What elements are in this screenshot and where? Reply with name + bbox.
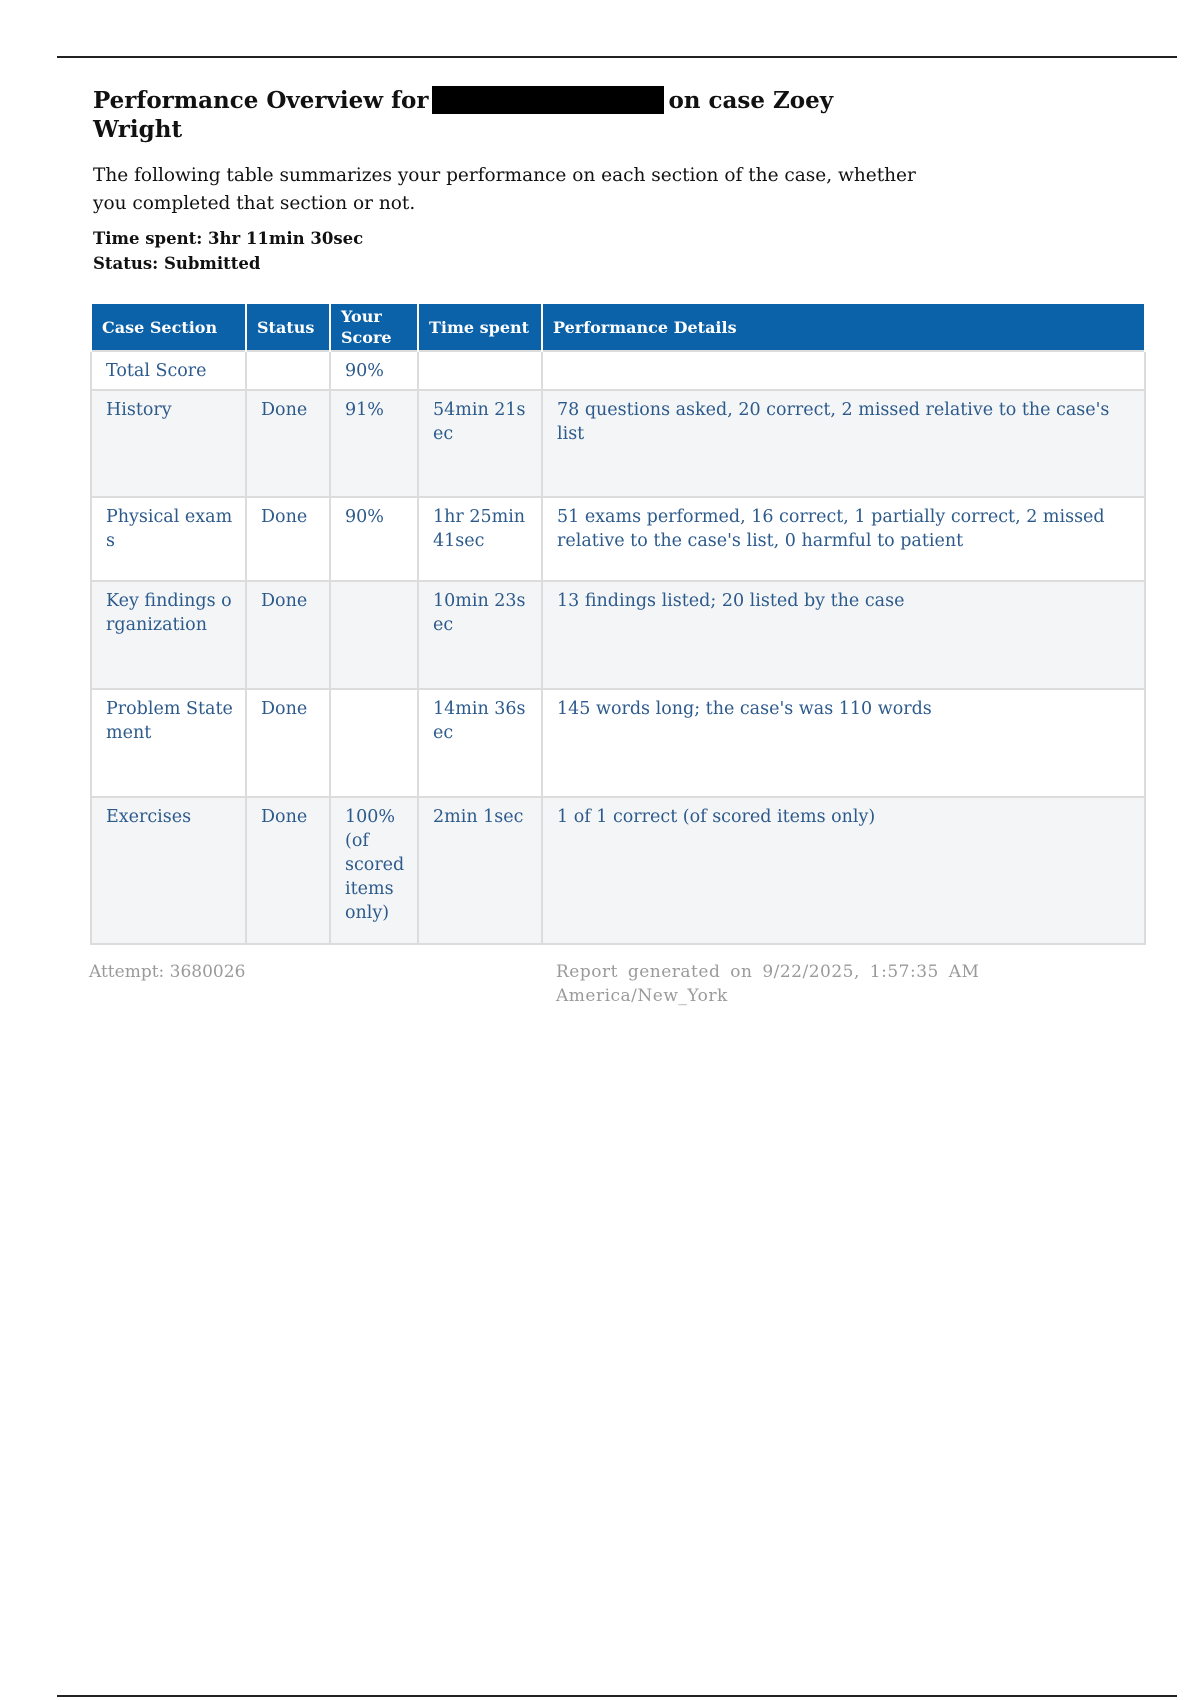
header-case-section: Case Section — [91, 303, 246, 351]
cell-section: Problem Statement — [91, 689, 246, 797]
cell-score — [330, 689, 418, 797]
table-row — [91, 797, 1145, 944]
cell-time — [418, 351, 542, 390]
header-time-spent: Time spent — [418, 303, 542, 351]
top-rule — [57, 56, 1177, 58]
cell-section: Physical exams — [91, 497, 246, 581]
time-spent-text: Time spent: 3hr 11min 30sec — [93, 229, 364, 248]
cell-time: 54min 21sec — [418, 390, 542, 497]
table-row — [91, 497, 1145, 581]
cell-details: 13 findings listed; 20 listed by the case — [542, 581, 1145, 689]
intro-text: The following table summarizes your performance on each section of the case, whether you completed that section or not. — [93, 165, 916, 214]
table-row — [91, 351, 1145, 390]
cell-status: Done — [246, 797, 330, 944]
title-suffix: on case Zoey Wright — [93, 87, 834, 143]
attempt-id: Attempt: 3680026 — [89, 962, 246, 982]
cell-status: Done — [246, 689, 330, 797]
table-row — [91, 689, 1145, 797]
cell-time: 10min 23sec — [418, 581, 542, 689]
cell-section: Total Score — [91, 351, 246, 390]
cell-section: Key findings organization — [91, 581, 246, 689]
cell-status: Done — [246, 581, 330, 689]
bottom-rule — [57, 1695, 1177, 1697]
page-title — [93, 86, 893, 144]
table-row — [91, 390, 1145, 497]
table-row — [91, 581, 1145, 689]
cell-score: 100% (of scored items only) — [330, 797, 418, 944]
summary-meta — [93, 226, 1143, 276]
cell-details: 51 exams performed, 16 correct, 1 partially correct, 2 missed relative to the case's list, 0 harmful to patient — [542, 497, 1145, 581]
cell-status: Done — [246, 497, 330, 581]
cell-status — [246, 351, 330, 390]
cell-score: 91% — [330, 390, 418, 497]
cell-section: History — [91, 390, 246, 497]
title-prefix: Performance Overview for — [93, 87, 429, 114]
cell-time: 1hr 25min 41sec — [418, 497, 542, 581]
header-performance-details: Performance Details — [542, 303, 1145, 351]
cell-details: 78 questions asked, 20 correct, 2 missed relative to the case's list — [542, 390, 1145, 497]
cell-section: Exercises — [91, 797, 246, 944]
cell-time: 2min 1sec — [418, 797, 542, 944]
cell-score: 90% — [330, 351, 418, 390]
cell-details — [542, 351, 1145, 390]
performance-table — [90, 302, 1146, 945]
header-status: Status — [246, 303, 330, 351]
cell-score — [330, 581, 418, 689]
cell-details: 1 of 1 correct (of scored items only) — [542, 797, 1145, 944]
table-header-row — [91, 303, 1145, 351]
cell-status: Done — [246, 390, 330, 497]
report-header — [93, 86, 1143, 276]
cell-score: 90% — [330, 497, 418, 581]
report-generated: Report generated on 9/22/2025, 1:57:35 AM America/New_York — [556, 962, 980, 1006]
cell-time: 14min 36sec — [418, 689, 542, 797]
header-your-score: Your Score — [330, 303, 418, 351]
status-text: Status: Submitted — [93, 254, 261, 273]
cell-details: 145 words long; the case's was 110 words — [542, 689, 1145, 797]
redacted-name — [432, 86, 664, 114]
